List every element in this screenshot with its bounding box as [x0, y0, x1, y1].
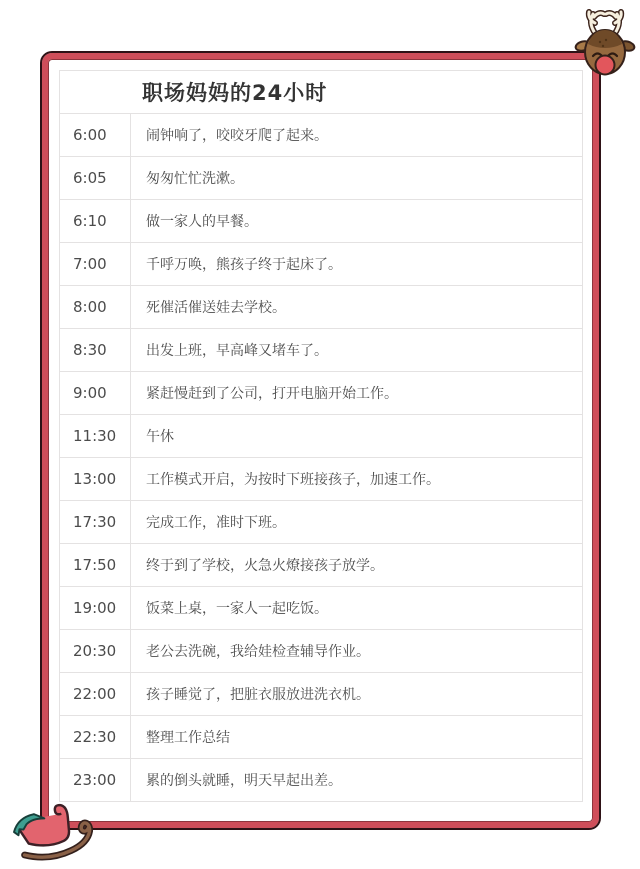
schedule-row: [60, 157, 583, 200]
schedule-row: [60, 286, 583, 329]
schedule-row: [60, 243, 583, 286]
time-cell: 22:00: [60, 673, 131, 716]
time-cell: 7:00: [60, 243, 131, 286]
schedule-row: [60, 673, 583, 716]
schedule-row: [60, 630, 583, 673]
activity-cell: 饭菜上桌，一家人一起吃饭。: [131, 587, 583, 630]
time-cell: 23:00: [60, 759, 131, 802]
activity-cell: 工作模式开启，为按时下班接孩子，加速工作。: [131, 458, 583, 501]
time-cell: 6:05: [60, 157, 131, 200]
time-cell: 17:50: [60, 544, 131, 587]
sleigh-icon: [10, 795, 106, 865]
activity-cell: 累的倒头就睡，明天早起出差。: [131, 759, 583, 802]
activity-cell: 千呼万唤，熊孩子终于起床了。: [131, 243, 583, 286]
time-cell: 22:30: [60, 716, 131, 759]
time-cell: 13:00: [60, 458, 131, 501]
time-cell: 11:30: [60, 415, 131, 458]
time-cell: 17:30: [60, 501, 131, 544]
activity-cell: 做一家人的早餐。: [131, 200, 583, 243]
schedule-row: [60, 716, 583, 759]
schedule-row: [60, 372, 583, 415]
activity-cell: 出发上班，早高峰又堵车了。: [131, 329, 583, 372]
schedule-row: [60, 329, 583, 372]
time-cell: 6:10: [60, 200, 131, 243]
schedule-row: [60, 759, 583, 802]
time-cell: 6:00: [60, 114, 131, 157]
schedule-row: [60, 501, 583, 544]
activity-cell: 午休: [131, 415, 583, 458]
schedule-row: [60, 458, 583, 501]
schedule-row: [60, 200, 583, 243]
schedule-row: [60, 587, 583, 630]
schedule-table: [59, 70, 583, 802]
time-cell: 8:30: [60, 329, 131, 372]
reindeer-icon: [573, 4, 637, 80]
activity-cell: 终于到了学校，火急火燎接孩子放学。: [131, 544, 583, 587]
time-cell: 8:00: [60, 286, 131, 329]
activity-cell: 匆匆忙忙洗漱。: [131, 157, 583, 200]
activity-cell: 孩子睡觉了，把脏衣服放进洗衣机。: [131, 673, 583, 716]
activity-cell: 完成工作，准时下班。: [131, 501, 583, 544]
schedule-row: [60, 544, 583, 587]
activity-cell: 整理工作总结: [131, 716, 583, 759]
schedule-rows: [60, 114, 583, 802]
activity-cell: 闹钟响了，咬咬牙爬了起来。: [131, 114, 583, 157]
table-header-row: [60, 71, 583, 114]
time-cell: 9:00: [60, 372, 131, 415]
activity-cell: 死催活催送娃去学校。: [131, 286, 583, 329]
schedule-row: [60, 415, 583, 458]
activity-cell: 紧赶慢赶到了公司，打开电脑开始工作。: [131, 372, 583, 415]
schedule-row: [60, 114, 583, 157]
page-title: 职场妈妈的24小时: [60, 71, 583, 114]
time-cell: 20:30: [60, 630, 131, 673]
activity-cell: 老公去洗碗，我给娃检查辅导作业。: [131, 630, 583, 673]
time-cell: 19:00: [60, 587, 131, 630]
